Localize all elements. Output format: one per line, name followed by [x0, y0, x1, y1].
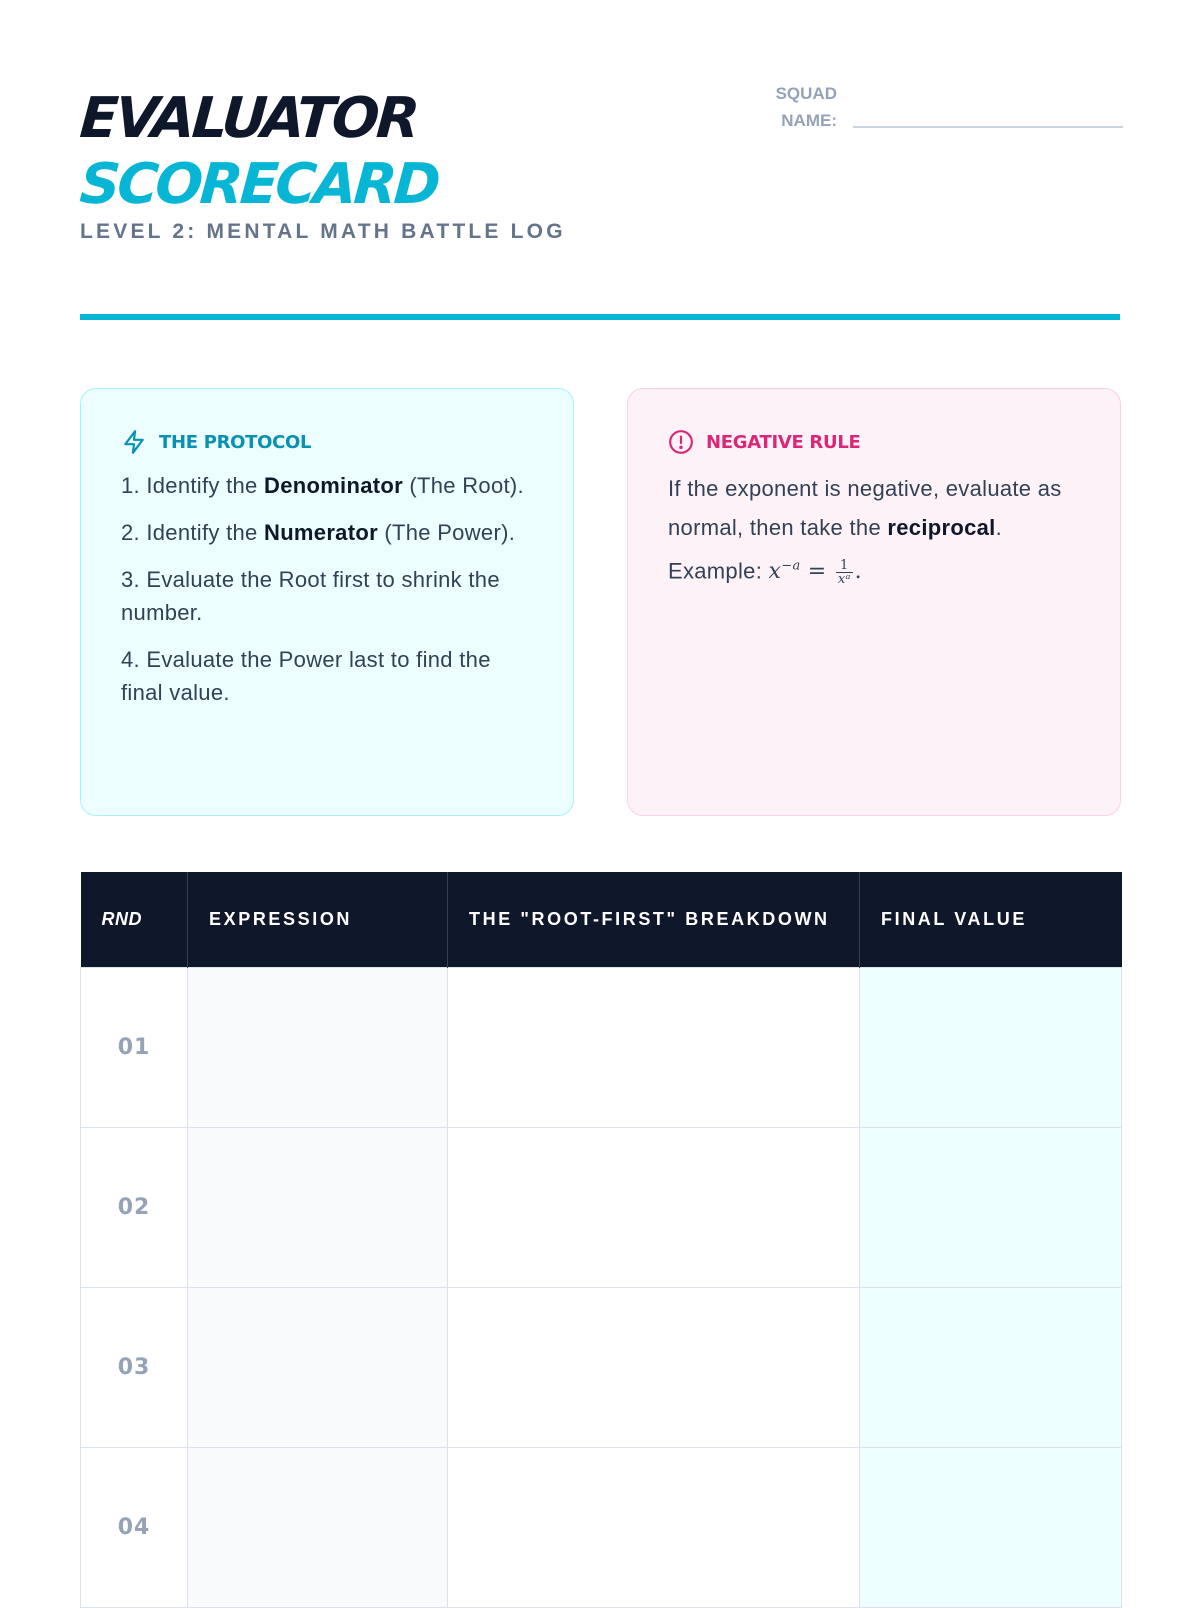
title-line-evaluator: EVALUATOR — [77, 86, 419, 151]
breakdown-cell[interactable] — [448, 1127, 860, 1287]
final-value-cell[interactable] — [860, 1447, 1122, 1607]
page-title — [77, 86, 440, 218]
expression-cell[interactable] — [188, 1127, 448, 1287]
squad-name-input[interactable] — [853, 126, 1123, 128]
protocol-step: 2. Identify the Numerator (The Power). — [121, 520, 516, 545]
header-rnd: RND — [81, 872, 188, 967]
header-expression: EXPRESSION — [188, 872, 448, 967]
breakdown-cell[interactable] — [448, 1287, 860, 1447]
table-row — [81, 1287, 1122, 1447]
table-row — [81, 1127, 1122, 1287]
round-number-cell: 04 — [81, 1447, 188, 1607]
round-number-cell: 01 — [81, 967, 188, 1127]
table-row — [81, 967, 1122, 1127]
round-number-cell: 03 — [81, 1287, 188, 1447]
protocol-card — [80, 388, 574, 816]
final-value-cell[interactable] — [860, 1287, 1122, 1447]
protocol-title: THE PROTOCOL — [159, 431, 312, 453]
final-value-cell[interactable] — [860, 1127, 1122, 1287]
expression-cell[interactable] — [188, 1447, 448, 1607]
protocol-step: 1. Identify the Denominator (The Root). — [121, 473, 524, 498]
alert-circle-icon — [668, 429, 694, 455]
final-value-cell[interactable] — [860, 967, 1122, 1127]
squad-name-field — [755, 80, 1123, 134]
header-final-value: FINAL VALUE — [860, 872, 1122, 967]
example-formula: $x^{-a}$ = $\frac{1}{\text{xᵃ}}$ . — [768, 557, 862, 587]
battle-log-table — [80, 872, 1122, 1608]
negative-rule-title: NEGATIVE RULE — [706, 431, 861, 453]
header-divider — [80, 314, 1120, 320]
squad-name-label: SQUAD NAME: — [775, 84, 837, 130]
negative-rule-text: If the exponent is negative, evaluate as normal, then take the reciprocal. Example: $x^{-a}$ = $\frac{1}{\text{xᵃ}}$ . — [668, 476, 1062, 587]
breakdown-cell[interactable] — [448, 967, 860, 1127]
negative-rule-card — [627, 388, 1121, 816]
header-breakdown: THE "ROOT-FIRST" BREAKDOWN — [448, 872, 860, 967]
protocol-steps — [121, 469, 533, 709]
table-header-row — [81, 872, 1122, 967]
expression-cell[interactable] — [188, 1287, 448, 1447]
table-row — [81, 1447, 1122, 1607]
protocol-step: 3. Evaluate the Root first to shrink the number. — [121, 567, 500, 625]
protocol-step: 4. Evaluate the Power last to find the final value. — [121, 647, 491, 705]
round-number-cell: 02 — [81, 1127, 188, 1287]
title-line-scorecard: SCORECARD — [77, 152, 440, 217]
expression-cell[interactable] — [188, 967, 448, 1127]
page-subtitle: LEVEL 2: MENTAL MATH BATTLE LOG — [80, 220, 566, 243]
breakdown-cell[interactable] — [448, 1447, 860, 1607]
lightning-bolt-icon — [121, 429, 147, 455]
